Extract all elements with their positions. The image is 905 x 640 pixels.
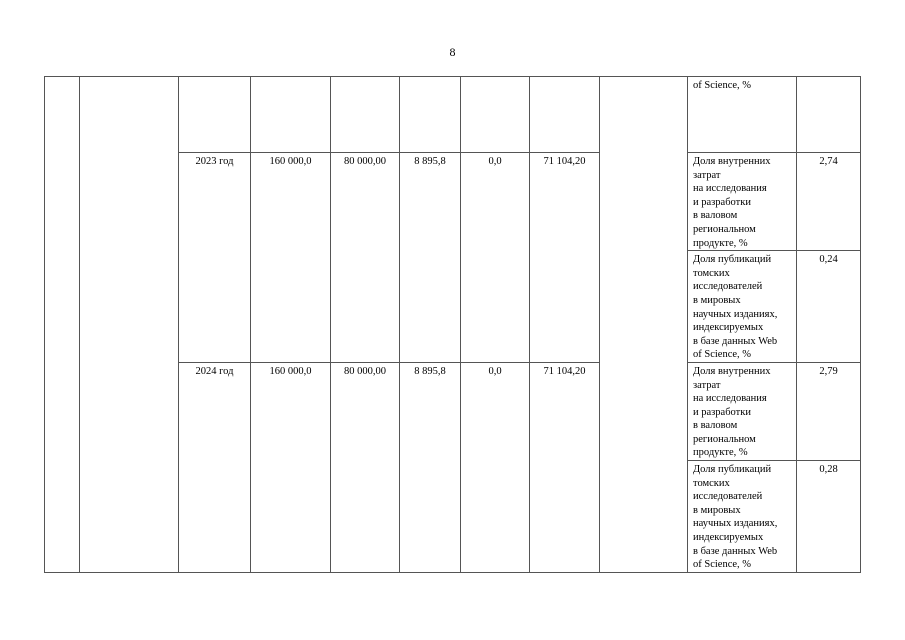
indicator-value: 0,24 — [797, 251, 861, 363]
table-row — [45, 77, 861, 153]
indicator-name: of Science, % — [688, 77, 797, 153]
indicator-name: Доля публикаций томских исследователей в мировых научных изданиях, индексируемых в базе данных Web of Science, % — [688, 461, 797, 573]
executor-cell — [600, 77, 688, 573]
year-cell: 2023 год — [179, 153, 251, 363]
funding-cell-b: 8 895,8 — [400, 153, 461, 363]
indicator-value: 2,79 — [797, 362, 861, 460]
total-cell: 160 000,0 — [251, 362, 331, 572]
indicator-value — [797, 77, 861, 153]
indicator-value: 2,74 — [797, 153, 861, 251]
page-number: 8 — [449, 45, 456, 59]
indicator-name: Доля внутренних затрат на исследования и разработки в валовом региональном продукте, % — [688, 153, 797, 251]
name-cell — [80, 77, 179, 573]
indicator-value: 0,28 — [797, 461, 861, 573]
funding-cell-d: 71 104,20 — [530, 153, 600, 363]
index-cell — [45, 77, 80, 573]
funding-cell-d: 71 104,20 — [530, 362, 600, 572]
budget-table — [44, 76, 861, 573]
total-cell: 160 000,0 — [251, 153, 331, 363]
funding-cell-a: 80 000,00 — [331, 362, 400, 572]
funding-cell-c: 0,0 — [461, 153, 530, 363]
year-cell: 2024 год — [179, 362, 251, 572]
funding-cell-b: 8 895,8 — [400, 362, 461, 572]
funding-cell-a: 80 000,00 — [331, 153, 400, 363]
indicator-name: Доля публикаций томских исследователей в мировых научных изданиях, индексируемых в базе данных Web of Science, % — [688, 251, 797, 363]
funding-cell-c: 0,0 — [461, 362, 530, 572]
indicator-name: Доля внутренних затрат на исследования и разработки в валовом региональном продукте, % — [688, 362, 797, 460]
